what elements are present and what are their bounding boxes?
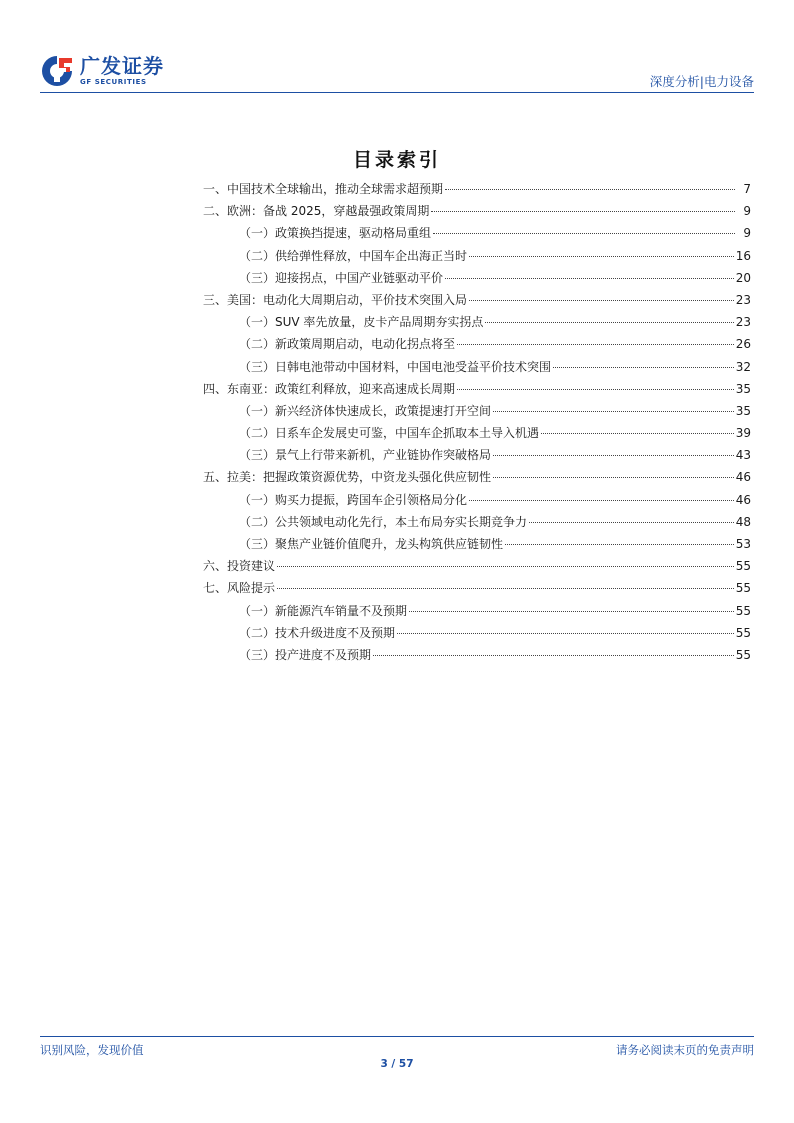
toc-entry-page: 23 <box>735 315 751 330</box>
logo-chinese-name: 广发证券 <box>80 54 164 78</box>
toc-entry[interactable] <box>203 557 751 579</box>
toc-entry-label: 三、美国：电动化大周期启动，平价技术突围入局 <box>203 292 468 307</box>
toc-entry[interactable] <box>203 446 751 468</box>
toc-entry-page: 55 <box>735 625 751 640</box>
toc-entry-page: 55 <box>735 603 751 618</box>
toc-entry-page: 35 <box>735 381 751 396</box>
toc-entry-page: 55 <box>735 647 751 662</box>
toc-entry-page: 16 <box>735 248 751 263</box>
toc-dot-leader <box>553 367 734 368</box>
toc-entry-label: 一、中国技术全球输出，推动全球需求超预期 <box>203 182 444 196</box>
toc-entry-page: 39 <box>735 426 751 441</box>
toc-dot-leader <box>505 544 734 545</box>
header-divider <box>40 92 754 93</box>
toc-dot-leader <box>493 477 734 478</box>
toc-entry-label: （一）政策换挡提速，驱动格局重组 <box>239 226 432 241</box>
toc-entry[interactable] <box>203 335 751 357</box>
toc-dot-leader <box>485 322 733 323</box>
toc-entry-page: 46 <box>735 492 751 507</box>
toc-dot-leader <box>457 389 734 390</box>
toc-dot-leader <box>469 500 734 501</box>
toc-dot-leader <box>433 233 735 234</box>
toc-dot-leader <box>397 633 734 634</box>
footer-divider <box>40 1036 754 1037</box>
toc-entry-label: （一）SUV 率先放量，皮卡产品周期夯实拐点 <box>239 315 484 330</box>
toc-entry-label: （二）新政策周期启动，电动化拐点将至 <box>239 337 456 352</box>
toc-dot-leader <box>493 455 734 456</box>
gf-securities-logo <box>40 50 164 92</box>
logo-english-name: GF SECURITIES <box>80 78 147 86</box>
toc-dot-leader <box>493 411 734 412</box>
toc-entry-page: 9 <box>743 226 751 241</box>
toc-dot-leader <box>529 522 734 523</box>
toc-entry[interactable] <box>203 269 751 291</box>
toc-entry-label: （二）公共领域电动化先行，本土布局夯实长期竞争力 <box>239 514 528 529</box>
toc-entry[interactable] <box>203 224 751 246</box>
toc-entry-page: 53 <box>735 537 751 551</box>
toc-entry[interactable] <box>203 291 751 313</box>
table-of-contents <box>203 180 751 668</box>
toc-entry[interactable] <box>203 202 751 224</box>
toc-dot-leader <box>409 611 734 612</box>
toc-entry[interactable] <box>203 313 751 335</box>
toc-entry[interactable] <box>203 358 751 380</box>
toc-entry[interactable] <box>203 402 751 424</box>
toc-dot-leader <box>277 588 734 589</box>
page-header <box>40 50 754 92</box>
toc-entry-page: 9 <box>743 204 751 219</box>
toc-dot-leader <box>277 566 734 567</box>
toc-entry-page: 55 <box>735 559 751 574</box>
toc-entry-page: 35 <box>735 403 751 418</box>
toc-entry-label: 二、欧洲：备战 2025，穿越最强政策周期 <box>203 204 430 219</box>
toc-dot-leader <box>431 211 735 212</box>
toc-entry-label: （三）迎接拐点，中国产业链驱动平价 <box>239 270 444 285</box>
toc-entry-label: （二）供给弹性释放，中国车企出海正当时 <box>239 248 468 263</box>
toc-entry-page: 32 <box>735 359 751 374</box>
toc-entry-page: 46 <box>735 470 751 485</box>
toc-entry-label: （一）购买力提振，跨国车企引领格局分化 <box>239 492 468 507</box>
toc-entry[interactable] <box>203 491 751 513</box>
toc-entry-label: （二）技术升级进度不及预期 <box>239 625 396 640</box>
toc-entry[interactable] <box>203 468 751 490</box>
toc-entry[interactable] <box>203 247 751 269</box>
toc-entry-label: （一）新能源汽车销量不及预期 <box>239 603 408 618</box>
footer-slogan: 识别风险，发现价值 <box>40 1043 144 1057</box>
toc-entry-page: 55 <box>735 581 751 596</box>
toc-entry[interactable] <box>203 180 751 202</box>
toc-entry-label: 六、投资建议 <box>203 559 276 574</box>
toc-entry-page: 48 <box>735 514 751 529</box>
toc-entry[interactable] <box>203 602 751 624</box>
toc-entry-label: （三）聚焦产业链价值爬升，龙头构筑供应链韧性 <box>239 537 504 551</box>
toc-dot-leader <box>541 433 734 434</box>
toc-dot-leader <box>445 189 735 190</box>
toc-entry[interactable] <box>203 380 751 402</box>
toc-entry-label: （三）投产进度不及预期 <box>239 647 372 662</box>
toc-title: 目录索引 <box>352 149 441 171</box>
toc-entry-label: （一）新兴经济体快速成长，政策提速打开空间 <box>239 403 492 418</box>
toc-entry[interactable] <box>203 646 751 668</box>
toc-entry[interactable] <box>203 424 751 446</box>
toc-entry[interactable] <box>203 513 751 535</box>
toc-entry-label: 七、风险提示 <box>203 581 276 596</box>
report-type-label: 深度分析|电力设备 <box>649 74 754 89</box>
toc-entry-label: 五、拉美：把握政策资源优势，中资龙头强化供应韧性 <box>203 470 492 485</box>
toc-entry-label: （二）日系车企发展史可鉴，中国车企抓取本土导入机遇 <box>239 426 540 441</box>
page-number: 3 / 57 <box>380 1058 414 1070</box>
toc-entry-page: 26 <box>735 337 751 352</box>
toc-entry-label: （三）日韩电池带动中国材料，中国电池受益平价技术突围 <box>239 359 552 374</box>
footer-disclaimer-note: 请务必阅读末页的免责声明 <box>616 1043 754 1057</box>
toc-dot-leader <box>457 344 734 345</box>
toc-entry-label: 四、东南亚：政策红利释放，迎来高速成长周期 <box>203 381 456 396</box>
toc-dot-leader <box>469 300 734 301</box>
toc-entry-label: （三）景气上行带来新机，产业链协作突破格局 <box>239 448 492 463</box>
gf-logo-icon <box>40 54 74 88</box>
toc-dot-leader <box>445 278 734 279</box>
toc-dot-leader <box>373 655 734 656</box>
toc-entry-page: 20 <box>735 270 751 285</box>
toc-entry-page: 7 <box>743 182 751 196</box>
toc-entry[interactable] <box>203 535 751 557</box>
toc-entry[interactable] <box>203 624 751 646</box>
toc-entry-page: 43 <box>735 448 751 463</box>
toc-entry-page: 23 <box>735 292 751 307</box>
toc-entry[interactable] <box>203 579 751 601</box>
toc-dot-leader <box>469 256 734 257</box>
